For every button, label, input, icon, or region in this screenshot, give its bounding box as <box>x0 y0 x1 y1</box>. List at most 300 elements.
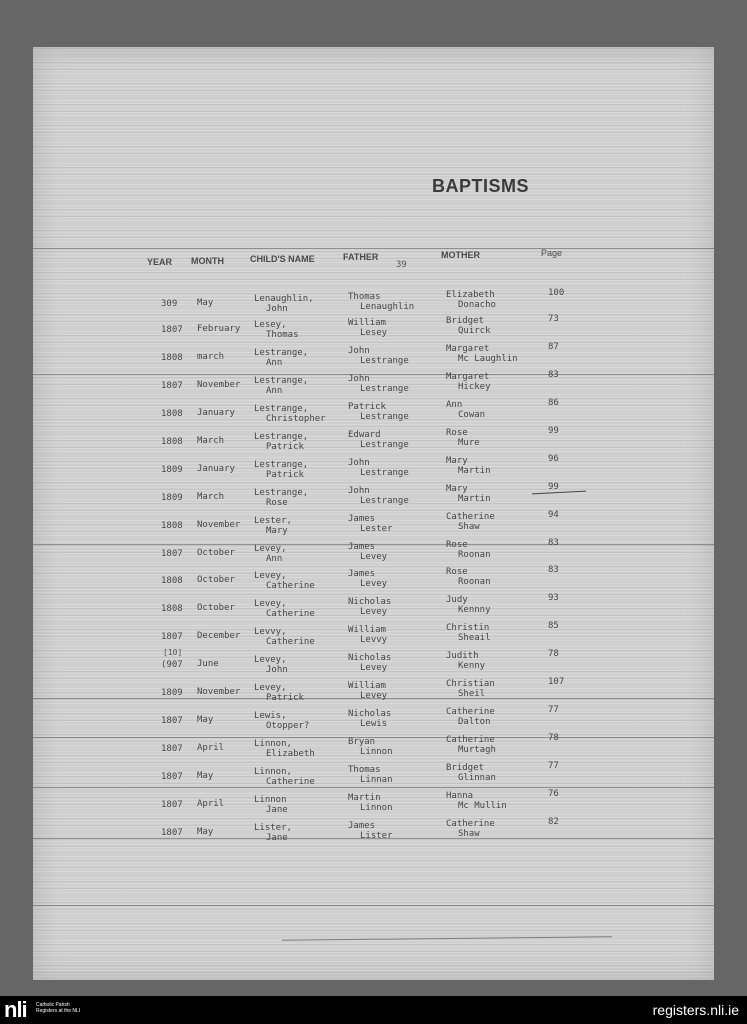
child-name-cell-line1: Lestrange, <box>254 404 309 414</box>
month-cell-line1: January <box>197 408 235 418</box>
mother-cell-line1: Judith <box>446 651 479 661</box>
month-cell-line1: October <box>197 548 235 558</box>
child-name-cell-line2: Otopper? <box>266 721 310 731</box>
year-cell-line1: 1807 <box>161 325 183 335</box>
mother-cell <box>446 707 495 727</box>
year-cell-line1: 1807 <box>161 549 183 559</box>
year-cell <box>161 409 183 419</box>
month-cell-line1: June <box>197 659 219 669</box>
year-cell <box>161 493 183 503</box>
child-name-cell-line2: Patrick <box>266 470 304 480</box>
page-number: 39 <box>396 260 407 270</box>
child-name-cell-line1: Lestrange, <box>254 432 309 442</box>
mother-cell-line2: Murtagh <box>458 745 496 755</box>
month-cell-line1: April <box>197 743 225 753</box>
month-cell <box>197 464 235 474</box>
mother-cell-line1: Hanna <box>446 791 474 801</box>
margin-annotation: [10] <box>163 648 183 657</box>
father-cell-line2: Levey <box>360 691 388 701</box>
child-name-cell-line1: Linnon <box>254 795 287 805</box>
year-cell <box>161 800 183 810</box>
ruled-line <box>33 905 714 906</box>
father-cell-line2: Lister <box>360 831 393 841</box>
mother-cell <box>446 567 491 587</box>
father-cell <box>348 653 391 673</box>
father-cell-line2: Levvy <box>360 635 388 645</box>
page-cell <box>548 482 559 492</box>
month-cell-line1: January <box>197 464 235 474</box>
child-name-cell <box>254 599 315 619</box>
child-name-cell-line2: Catherine <box>266 777 315 787</box>
child-name-cell <box>254 516 292 536</box>
father-cell-line2: Lewis <box>360 719 388 729</box>
month-cell-line1: May <box>197 715 214 725</box>
father-cell-line1: Nicholas <box>348 653 392 663</box>
month-cell <box>197 548 235 558</box>
father-cell-line2: Lenaughlin <box>360 302 415 312</box>
father-cell <box>348 737 393 757</box>
mother-cell-line1: Catherine <box>446 512 495 522</box>
page-cell-line1: 77 <box>548 705 559 715</box>
father-cell-line2: Lesey <box>360 328 388 338</box>
father-cell-line1: John <box>348 374 370 384</box>
site-link[interactable]: registers.nli.ie <box>652 1002 739 1018</box>
page-cell <box>548 621 559 631</box>
mother-cell-line2: Sheil <box>458 689 486 699</box>
child-name-cell <box>254 767 315 787</box>
mother-cell-line1: Mary <box>446 456 468 466</box>
year-cell-line1: 1809 <box>161 688 183 698</box>
child-name-cell-line1: Linnon, <box>254 767 292 777</box>
mother-cell-line2: Sheail <box>458 633 491 643</box>
mother-cell <box>446 290 496 310</box>
mother-cell-line1: Elizabeth <box>446 290 495 300</box>
father-cell <box>348 430 409 450</box>
year-cell <box>161 353 183 363</box>
month-cell <box>197 603 235 613</box>
mother-cell-line2: Hickey <box>458 382 491 392</box>
page-cell <box>548 649 559 659</box>
father-cell-line2: Levey <box>360 579 388 589</box>
year-cell-line1: 1808 <box>161 521 183 531</box>
page-cell-line1: 99 <box>548 482 559 492</box>
page-cell-line1: 73 <box>548 314 559 324</box>
month-cell <box>197 827 213 837</box>
father-cell <box>348 318 387 338</box>
father-cell-line2: Lestrange <box>360 356 409 366</box>
year-cell-line1: 309 <box>161 299 178 309</box>
month-cell <box>197 520 240 530</box>
mother-cell <box>446 735 496 755</box>
child-name-cell <box>254 488 308 508</box>
child-name-cell <box>254 348 308 368</box>
child-name-cell-line1: Levvy, <box>254 627 287 637</box>
mother-cell-line1: Catherine <box>446 735 495 745</box>
year-cell-line1: 1809 <box>161 465 183 475</box>
father-cell-line2: Lestrange <box>360 412 409 422</box>
mother-cell-line2: Roonan <box>458 577 491 587</box>
page-cell-line1: 76 <box>548 789 559 799</box>
month-cell-line1: May <box>197 827 214 837</box>
father-cell-line1: William <box>348 681 386 691</box>
year-cell-line1: 1807 <box>161 716 183 726</box>
child-name-cell-line2: John <box>266 304 288 314</box>
month-cell <box>197 408 235 418</box>
father-cell-line1: Patrick <box>348 402 386 412</box>
mother-cell-line2: Donacho <box>458 300 496 310</box>
mother-cell-line2: Roonan <box>458 550 491 560</box>
mother-cell <box>446 819 495 839</box>
page-cell-line1: 107 <box>548 677 565 687</box>
month-cell <box>197 492 224 502</box>
father-cell-line2: Lestrange <box>360 440 409 450</box>
father-cell-line2: Linnan <box>360 775 393 785</box>
child-name-cell <box>254 460 308 480</box>
year-cell <box>161 632 183 642</box>
child-name-cell-line1: Levey, <box>254 544 287 554</box>
father-cell <box>348 625 387 645</box>
month-cell-line1: November <box>197 520 241 530</box>
page-cell <box>548 761 559 771</box>
father-cell-line1: Edward <box>348 430 381 440</box>
year-cell <box>161 660 183 670</box>
child-name-cell-line2: Jane <box>266 833 288 843</box>
year-cell <box>161 744 183 754</box>
mother-cell <box>446 372 491 392</box>
year-cell <box>161 381 183 391</box>
mother-cell <box>446 400 485 420</box>
year-cell <box>161 299 177 309</box>
mother-cell-line2: Martin <box>458 466 491 476</box>
month-cell-line1: February <box>197 324 241 334</box>
page-cell <box>548 426 559 436</box>
mother-cell-line2: Glinnan <box>458 773 496 783</box>
nli-logo[interactable]: nli <box>4 997 27 1022</box>
child-name-cell <box>254 823 292 843</box>
mother-cell <box>446 344 518 364</box>
child-name-cell-line1: Lesey, <box>254 320 287 330</box>
child-name-cell <box>254 627 315 647</box>
mother-cell-line1: Judy <box>446 595 468 605</box>
month-cell-line1: October <box>197 603 235 613</box>
year-cell-line1: 1807 <box>161 800 183 810</box>
page-cell-line1: 77 <box>548 761 559 771</box>
father-cell <box>348 765 393 785</box>
page-cell <box>548 565 559 575</box>
mother-cell-line1: Rose <box>446 567 468 577</box>
page-cell <box>548 454 559 464</box>
child-name-cell-line2: Ann <box>266 554 283 564</box>
page-cell <box>548 342 559 352</box>
header-child-name: CHILD'S NAME <box>250 254 315 264</box>
father-cell-line1: Nicholas <box>348 597 392 607</box>
page-cell-line1: 83 <box>548 370 559 380</box>
mother-cell-line1: Catherine <box>446 707 495 717</box>
father-cell-line1: John <box>348 346 370 356</box>
month-cell <box>197 659 219 669</box>
page-cell-line1: 99 <box>548 426 559 436</box>
month-cell <box>197 743 224 753</box>
month-cell-line1: March <box>197 492 225 502</box>
mother-cell <box>446 484 491 504</box>
month-cell-line1: March <box>197 436 225 446</box>
child-name-cell-line1: Levey, <box>254 571 287 581</box>
father-cell-line1: John <box>348 458 370 468</box>
mother-cell-line2: Mc Mullin <box>458 801 507 811</box>
mother-cell-line2: Quirck <box>458 326 491 336</box>
page-cell-line1: 82 <box>548 817 559 827</box>
child-name-cell <box>254 683 304 703</box>
father-cell-line1: John <box>348 486 370 496</box>
page-cell-line1: 85 <box>548 621 559 631</box>
page-cell <box>548 370 559 380</box>
child-name-cell-line2: Rose <box>266 498 288 508</box>
year-cell-line1: 1808 <box>161 437 183 447</box>
page-title: BAPTISMS <box>432 176 530 196</box>
father-cell-line2: Lester <box>360 524 393 534</box>
child-name-cell <box>254 571 315 591</box>
page-cell <box>548 398 559 408</box>
mother-cell-line2: Dalton <box>458 717 491 727</box>
mother-cell-line1: Christin <box>446 623 490 633</box>
month-cell-line1: November <box>197 687 241 697</box>
mother-cell-line1: Mary <box>446 484 468 494</box>
year-cell-line1: 1808 <box>161 353 183 363</box>
mother-cell <box>446 791 507 811</box>
child-name-cell <box>254 376 308 396</box>
month-cell <box>197 436 224 446</box>
year-cell <box>161 437 183 447</box>
father-cell <box>348 681 387 701</box>
child-name-cell-line2: Christopher <box>266 414 326 424</box>
child-name-cell-line1: Lestrange, <box>254 348 309 358</box>
mother-cell <box>446 512 495 532</box>
father-cell-line2: Levey <box>360 552 388 562</box>
mother-cell-line1: Christian <box>446 679 495 689</box>
month-cell-line1: December <box>197 631 241 641</box>
father-cell <box>348 709 391 729</box>
month-cell-line1: April <box>197 799 225 809</box>
father-cell <box>348 793 393 813</box>
mother-cell <box>446 623 491 643</box>
year-cell <box>161 772 183 782</box>
year-cell <box>161 325 183 335</box>
father-cell-line1: James <box>348 821 376 831</box>
child-name-cell-line1: Lister, <box>254 823 292 833</box>
father-cell-line1: Martin <box>348 793 381 803</box>
page-cell-line1: 94 <box>548 510 559 520</box>
father-cell-line2: Linnon <box>360 803 393 813</box>
child-name-cell-line1: Lestrange, <box>254 460 309 470</box>
header-mother: MOTHER <box>441 250 480 260</box>
year-cell-line1: 1809 <box>161 493 183 503</box>
page-cell-line1: 83 <box>548 538 559 548</box>
month-cell <box>197 380 240 390</box>
mother-cell <box>446 456 491 476</box>
month-cell <box>197 324 240 334</box>
child-name-cell-line1: Levey, <box>254 683 287 693</box>
year-cell-line1: 1807 <box>161 772 183 782</box>
month-cell <box>197 575 235 585</box>
month-cell <box>197 298 213 308</box>
header-father: FATHER <box>343 252 379 262</box>
page-cell-line1: 87 <box>548 342 559 352</box>
child-name-cell <box>254 711 309 731</box>
mother-cell-line2: Cowan <box>458 410 486 420</box>
year-cell-line1: 1807 <box>161 632 183 642</box>
month-cell <box>197 799 224 809</box>
year-cell <box>161 716 183 726</box>
father-cell <box>348 821 393 841</box>
mother-cell-line2: Kenny <box>458 661 486 671</box>
mother-cell-line2: Mure <box>458 438 480 448</box>
child-name-cell-line2: Elizabeth <box>266 749 315 759</box>
page-cell <box>548 733 559 743</box>
child-name-cell-line2: Patrick <box>266 442 304 452</box>
father-cell <box>348 402 409 422</box>
ruled-line <box>33 787 714 788</box>
father-cell <box>348 542 387 562</box>
child-name-cell <box>254 320 299 340</box>
child-name-cell <box>254 544 287 564</box>
page-cell <box>548 677 564 687</box>
month-cell-line1: November <box>197 380 241 390</box>
page-cell-line1: 78 <box>548 649 559 659</box>
child-name-cell-line2: Thomas <box>266 330 299 340</box>
child-name-cell-line1: Lestrange, <box>254 488 309 498</box>
mother-cell-line2: Shaw <box>458 829 480 839</box>
father-cell-line1: Thomas <box>348 292 381 302</box>
father-cell-line2: Levey <box>360 607 388 617</box>
child-name-cell-line1: Lenaughlin, <box>254 294 314 304</box>
month-cell <box>197 631 240 641</box>
page-cell <box>548 314 559 324</box>
father-cell <box>348 514 393 534</box>
mother-cell-line1: Margaret <box>446 344 490 354</box>
month-cell <box>197 715 213 725</box>
footer-bar <box>0 996 747 1024</box>
father-cell <box>348 458 409 478</box>
child-name-cell-line2: Catherine <box>266 637 315 647</box>
mother-cell-line2: Martin <box>458 494 491 504</box>
page-cell <box>548 789 559 799</box>
father-cell-line1: Bryan <box>348 737 376 747</box>
page-cell <box>548 288 564 298</box>
mother-cell <box>446 316 491 336</box>
mother-cell-line1: Rose <box>446 428 468 438</box>
child-name-cell <box>254 432 308 452</box>
child-name-cell-line2: Mary <box>266 526 288 536</box>
father-cell <box>348 569 387 589</box>
page-cell <box>548 593 559 603</box>
father-cell <box>348 292 414 312</box>
month-cell-line1: march <box>197 352 225 362</box>
month-cell-line1: May <box>197 298 214 308</box>
child-name-cell <box>254 404 326 424</box>
ruled-line <box>33 248 714 249</box>
page-cell-line1: 93 <box>548 593 559 603</box>
year-cell <box>161 521 183 531</box>
nli-logo-subtitle: Catholic Parish Registers at the NLI <box>36 1002 81 1014</box>
year-cell-line1: 1807 <box>161 381 183 391</box>
year-cell <box>161 465 183 475</box>
mother-cell <box>446 679 495 699</box>
child-name-cell-line2: Catherine <box>266 609 315 619</box>
page-cell-line1: 86 <box>548 398 559 408</box>
header-year: YEAR <box>147 257 173 267</box>
child-name-cell-line2: Ann <box>266 386 283 396</box>
year-cell-line1: 1807 <box>161 744 183 754</box>
father-cell-line2: Levey <box>360 663 388 673</box>
child-name-cell <box>254 294 314 314</box>
page-cell <box>548 538 559 548</box>
mother-cell-line2: Mc Laughlin <box>458 354 518 364</box>
child-name-cell-line1: Lester, <box>254 516 292 526</box>
child-name-cell-line2: Ann <box>266 358 283 368</box>
father-cell-line2: Lestrange <box>360 384 409 394</box>
year-cell <box>161 688 183 698</box>
page-cell-line1: 96 <box>548 454 559 464</box>
father-cell-line2: Lestrange <box>360 468 409 478</box>
father-cell-line1: Thomas <box>348 765 381 775</box>
father-cell-line1: William <box>348 625 386 635</box>
month-cell <box>197 771 213 781</box>
father-cell-line1: James <box>348 514 376 524</box>
father-cell-line1: James <box>348 569 376 579</box>
father-cell-line1: William <box>348 318 386 328</box>
year-cell-line1: 1807 <box>161 828 183 838</box>
father-cell <box>348 597 391 617</box>
child-name-cell-line2: Patrick <box>266 693 304 703</box>
mother-cell-line2: Shaw <box>458 522 480 532</box>
year-cell <box>161 604 183 614</box>
mother-cell <box>446 595 491 615</box>
year-cell <box>161 576 183 586</box>
child-name-cell-line2: Catherine <box>266 581 315 591</box>
child-name-cell <box>254 739 315 759</box>
mother-cell-line1: Bridget <box>446 316 484 326</box>
child-name-cell-line1: Levey, <box>254 599 287 609</box>
month-cell <box>197 687 240 697</box>
mother-cell-line1: Catherine <box>446 819 495 829</box>
page-cell-line1: 78 <box>548 733 559 743</box>
child-name-cell-line1: Lestrange, <box>254 376 309 386</box>
child-name-cell-line1: Lewis, <box>254 711 287 721</box>
father-cell-line2: Linnon <box>360 747 393 757</box>
page-cell <box>548 817 559 827</box>
mother-cell <box>446 428 480 448</box>
mother-cell-line2: Kennny <box>458 605 491 615</box>
child-name-cell <box>254 655 288 675</box>
year-cell <box>161 549 183 559</box>
father-cell-line1: Nicholas <box>348 709 392 719</box>
mother-cell-line1: Ann <box>446 400 463 410</box>
father-cell-line1: James <box>348 542 376 552</box>
year-cell-line1: 1808 <box>161 604 183 614</box>
year-cell-line1: 1808 <box>161 576 183 586</box>
month-cell-line1: May <box>197 771 214 781</box>
page-cell <box>548 705 559 715</box>
child-name-cell <box>254 795 288 815</box>
father-cell <box>348 486 409 506</box>
mother-cell-line1: Bridget <box>446 763 484 773</box>
page-cell <box>548 510 559 520</box>
mother-cell <box>446 763 496 783</box>
father-cell <box>348 374 409 394</box>
mother-cell <box>446 540 491 560</box>
year-cell-line1: (907 <box>161 660 183 670</box>
header-page: Page <box>541 248 563 258</box>
